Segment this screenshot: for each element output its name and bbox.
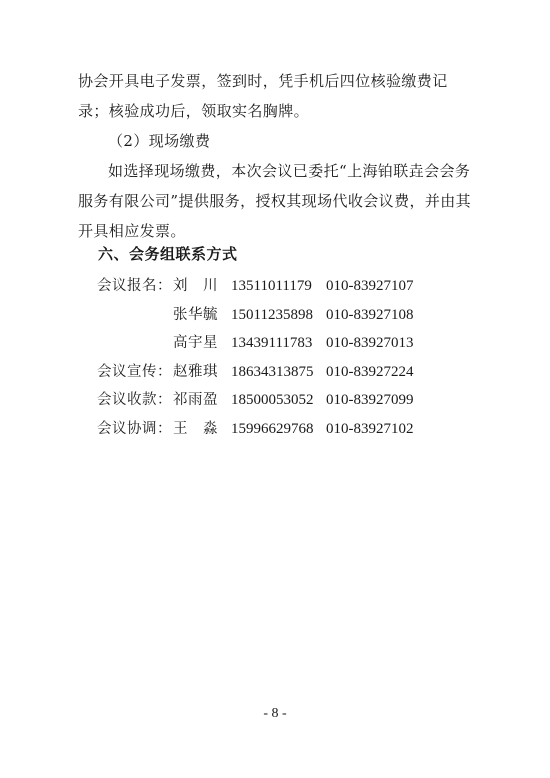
paragraph-onsite-payment: 如选择现场缴费，本次会议已委托“上海铂联垚会会务服务有限公司”提供服务，授权其现场代收会议费，并由其开具相应发票。 — [78, 162, 472, 240]
contact-role — [97, 301, 173, 330]
contact-role — [97, 329, 173, 358]
contact-mobile: 15011235898 — [231, 306, 313, 323]
contact-name: 祁雨盈 — [173, 392, 218, 409]
contact-name: 高宇星 — [173, 335, 218, 352]
contact-name: 刘 川 — [173, 278, 218, 294]
contact-row — [97, 358, 414, 387]
contact-list — [97, 272, 414, 444]
contact-mobile: 15996629768 — [231, 420, 314, 437]
contact-role: 会议宣传： — [97, 363, 172, 380]
contact-name: 张华毓 — [173, 306, 218, 323]
contact-name: 王 淼 — [173, 420, 218, 437]
contact-mobile: 18500053052 — [231, 392, 314, 409]
contact-telephone: 010-83927102 — [326, 420, 414, 437]
paragraph-invoice-checkin: 协会开具电子发票，签到时，凭手机后四位核验缴费记录；核验成功后，领取实名胸牌。 — [78, 72, 448, 120]
contact-row — [97, 386, 414, 415]
contact-mobile: 13511011179 — [231, 278, 312, 294]
contact-name: 赵雅琪 — [173, 363, 218, 380]
contact-row — [97, 329, 414, 358]
contact-telephone: 010-83927224 — [326, 363, 414, 380]
contact-telephone: 010-83927099 — [326, 392, 414, 409]
contact-mobile: 18634313875 — [231, 363, 314, 380]
section-heading-contacts: 六、会务组联系方式 — [98, 245, 238, 263]
contact-telephone: 010-83927107 — [326, 278, 414, 294]
contact-row — [97, 415, 414, 444]
subheading-onsite-payment: （2）现场缴费 — [108, 132, 211, 150]
contact-telephone: 010-83927013 — [326, 335, 414, 352]
contact-row — [97, 272, 414, 301]
contact-row — [97, 301, 414, 330]
contact-telephone: 010-83927108 — [326, 306, 414, 323]
contact-role: 会议协调： — [97, 420, 172, 437]
contact-mobile: 13439111783 — [231, 335, 313, 352]
contact-role: 会议收款： — [97, 392, 172, 409]
contact-role: 会议报名： — [97, 278, 172, 294]
page-number: - 8 - — [263, 706, 287, 721]
